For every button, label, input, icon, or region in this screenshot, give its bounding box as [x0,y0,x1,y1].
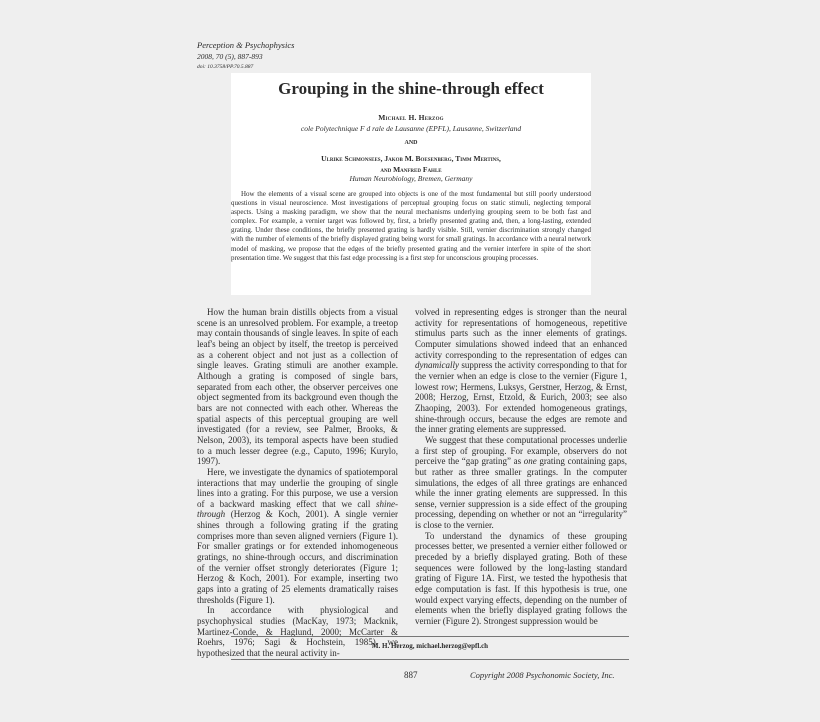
author-primary: Michael H. Herzog [378,113,444,122]
body-column-right [415,307,627,627]
paragraph: To understand the dynamics of these grouping processes better, we presented a vernier either followed or preceded by a briefly displayed grating. Both of these sequences were followed by the long-lasting standard grating of Figure 1A. First, we tested the hypothesis that edge computation is fast. If this hypothesis is true, one would expect varying effects, depending on the number of elements when the briefly displayed grating follows the vernier (Figure 2). Strongest suppression would be [415,530,627,627]
authors-line-1: Ulrike Schmonsees, Jakob M. Boesenberg, Timm Mertins, [321,154,501,163]
paper-title: Grouping in the shine-through effect [278,79,544,98]
page-number: 887 [404,670,418,680]
footer-divider-top [231,636,629,637]
text-run: grating containing gaps, but rather as three smaller gratings. In the computer simulations, the edges of all three gratings are enhanced while the inner grating elements are suppressed. In this sense, vernier suppression is a side effect of the grouping processing, depending on whether or not an “irregularity” is close to the vernier. [415,456,627,531]
text-run: Here, we investigate the dynamics of spatiotemporal interactions that may underlie the grouping of single lines into a grating. For this purpose, we use a version of a backward masking effect that we call [197,466,398,509]
affiliation-secondary: Human Neurobiology, Bremen, Germany [349,174,473,183]
journal-issue: 2008, 70 (5), 887-893 [197,52,263,61]
emphasis: dynamically [415,360,459,371]
footer-divider-bottom [231,659,629,660]
journal-name: Perception & Psychophysics [197,40,295,50]
copyright-notice: Copyright 2008 Psychonomic Society, Inc. [470,670,615,680]
text-run: (Herzog & Koch, 2001). A single vernier shines through a following grating if the grating comprises more than seven aligned verniers (Figure 1). For smaller gratings or for extended inhomogeneous gratings, no shine-through occurs, and discrimination of the vernier offset strongly deteriorates (Figure 1; Herzog & Koch, 2001). For example, inserting two gaps into a grating of 25 elements dramatically raises thresholds (Figure 1). [197,509,398,605]
author-conjunction: AND [404,140,418,146]
paragraph: In accordance with physiological and psychophysical studies (MacKay, 1973; Macknik, Martinez-Conde, & Haglund, 2000; McCarter & Roehrs, 1976; Sagi & Hochstein, 1985), we hypothesized that the neural activity in- [197,605,398,658]
author-list-secondary [231,153,591,175]
paragraph [415,435,627,531]
journal-doi: doi: 10.3758/PP.70.5.887 [197,64,254,70]
title-block [231,73,591,295]
text-run: volved in representing edges is stronger than the neural activity for representations of homogeneous, repetitive stimulus parts such as the inner elements of gratings. Computer simulations showed indeed that an enhanced activity corresponding to the representation of edges can [415,307,627,360]
emphasis: shine-through [197,498,398,520]
corresponding-contact: M. H. Herzog, michael.herzog@epfl.ch [371,642,489,650]
body-column-left [197,307,398,659]
emphasis: one [523,456,537,467]
abstract: How the elements of a visual scene are grouped into objects is one of the most fundamental but still poorly understood questions in visual neuroscience. Most investigations of perceptual grouping focus on static stimuli, neglecting temporal aspects. Using a masking paradigm, we show that the neural mechanisms underlying grouping seem to be both fast and complex. For example, a vernier target was followed by, first, a briefly presented grating and, then, a long-lasting, extended grating. Under these conditions, the briefly presented grating is hardly visible. Still, vernier discrimination strongly changed with the number of elements of the briefly displayed grating being worst for small gratings. In accordance with a neural network model of masking, we propose that the edges of the briefly presented grating and the vernier interfere in spite of the short presentation time. We suggest that this fast edge processing is a first step for unconscious grouping processes. [231,190,591,262]
paragraph [197,467,398,606]
paragraph: How the human brain distills objects from a visual scene is an unresolved problem. For example, a treetop may contain thousands of single leaves. In spite of each leaf's being an object by itself, the treetop is perceived as a coherent object and not just as a collection of single leaves. Grating stimuli are another example. Although a grating is composed of single bars, separated from each other, the observer perceives one object segmented from its background even though the bars are not connected with each other. Whereas the spatial aspects of this perceptual grouping are well investigated (for a review, see Palmer, Brooks, & Nelson, 2003), its temporal aspects have been studied to a much lesser degree (e.g., Caputo, 1996; Kurylo, 1997). [197,307,398,467]
paragraph [415,307,627,435]
affiliation-primary: cole Polytechnique F d rale de Lausanne (EPFL), Lausanne, Switzerland [300,124,522,133]
text-run: suppress the activity corresponding to that for the vernier when an edge is close to the vernier (Figure 1, lowest row; Hermens, Luksys, Gerstner, Herzog, & Ernst, 2008; Herzog, Ernst, Etzold, & Eurich, 2003; see also Zhaoping, 2003). For extended homogeneous gratings, shine-through occurs, because the edges are remote and the inner grating elements are suppressed. [415,360,627,435]
text-run: We suggest that these computational processes underlie a first step of grouping. For example, observers do not perceive the “gap grating” as [415,434,627,467]
journal-info [197,40,294,73]
authors-line-2: and Manfred Fahle [380,165,442,174]
